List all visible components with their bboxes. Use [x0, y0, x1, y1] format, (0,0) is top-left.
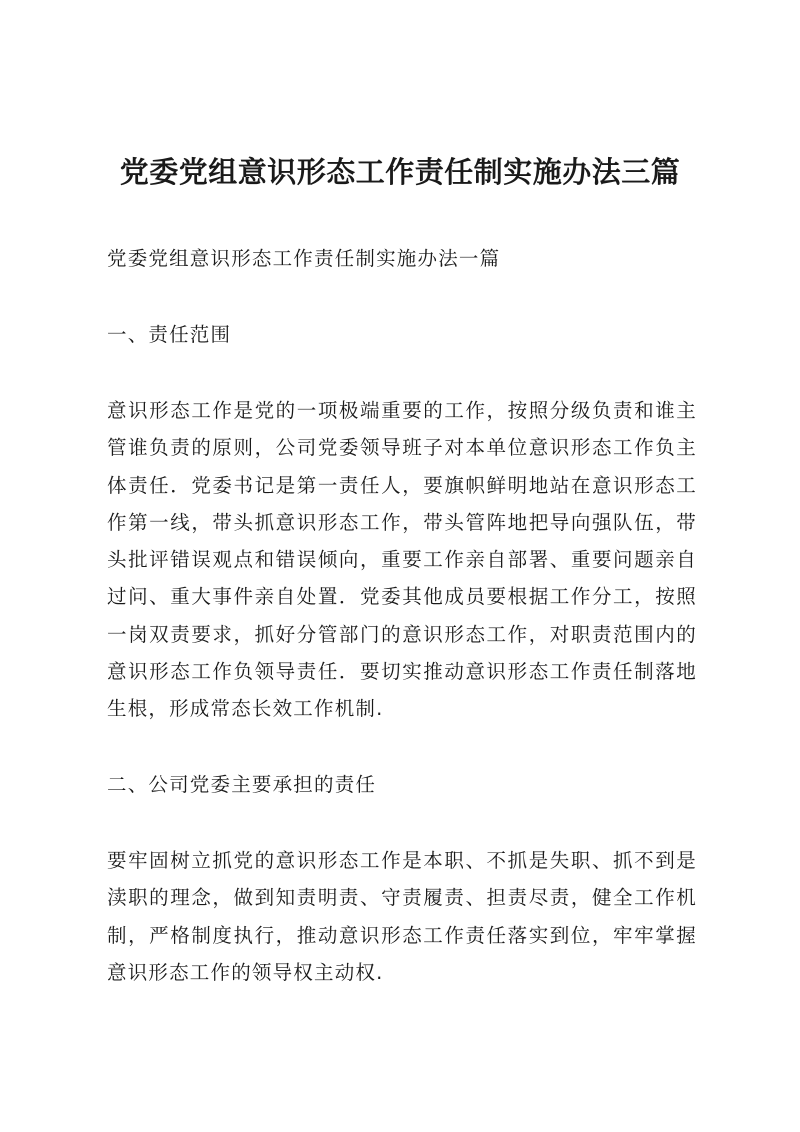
document-title: 党委党组意识形态工作责任制实施办法三篇 [119, 155, 681, 189]
document-subtitle: 党委党组意识形态工作责任制实施办法一篇 [107, 247, 501, 270]
section-paragraph-2: 要牢固树立抓党的意识形态工作是本职、不抓是失职、抓不到是渎职的理念，做到知责明责、守责履责、担责尽责，健全工作机制，严格制度执行，推动意识形态工作责任落实到位，牢牢掌握意识形态工作的领导权主动权. [107, 849, 697, 984]
section-heading-1: 一、责任范围 [107, 323, 232, 346]
section-paragraph-1: 意识形态工作是党的一项极端重要的工作，按照分级负责和谁主管谁负责的原则，公司党委领导班子对本单位意识形态工作负主体责任．党委书记是第一责任人，要旗帜鲜明地站在意识形态工作第一线，带头抓意识形态工作，带头管阵地把导向强队伍，带头批评错误观点和错误倾向，重要工作亲自部署、重要问题亲自过问、重大事件亲自处置．党委其他成员要根据工作分工，按照一岗双责要求，抓好分管部门的意识形态工作，对职责范围内的意识形态工作负领导责任．要切实推动意识形态工作责任制落地生根，形成常态长效工作机制. [107, 399, 697, 721]
section-heading-2: 二、公司党委主要承担的责任 [107, 773, 377, 796]
